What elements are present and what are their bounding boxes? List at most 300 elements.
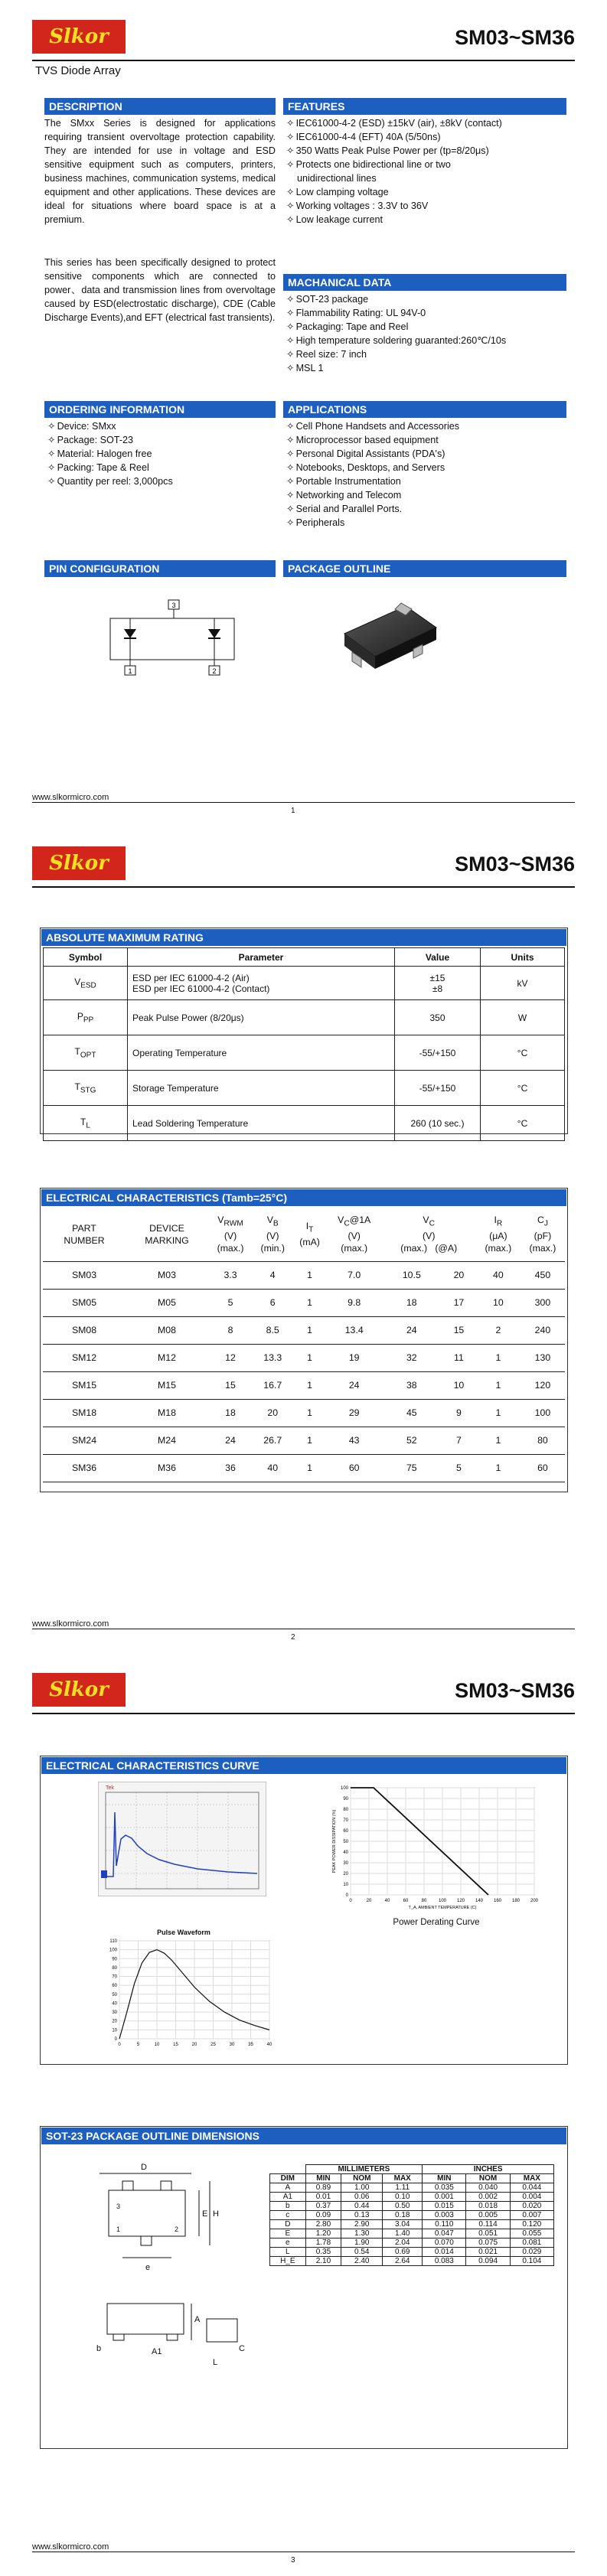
value-cell: ±15 ±8 [395, 967, 481, 1000]
symbol-cell: $T_L$ [44, 1106, 128, 1141]
list-item: ✧ Microprocessor based equipment [286, 435, 439, 445]
list-item: ✧ Quantity per reel: 3,000pcs [47, 476, 173, 487]
page-1 [0, 0, 607, 857]
symbol-cell: $T_{OPT}$ [44, 1035, 128, 1071]
svg-text:3: 3 [171, 602, 176, 609]
table-cell: 1 [292, 1427, 326, 1454]
unit-cell: W [481, 1000, 565, 1035]
table-cell: 0.051 [466, 2229, 510, 2239]
table-cell: 2.04 [383, 2239, 423, 2248]
footer-url: www.slkormicro.com [32, 1619, 109, 1629]
unit-cell: °C [481, 1071, 565, 1106]
x-tick-label: 30 [229, 2043, 235, 2047]
svg-text:A1: A1 [152, 2347, 162, 2356]
table-row [43, 1289, 565, 1316]
table-cell: 13.4 [327, 1316, 382, 1344]
table-cell: M24 [126, 1427, 208, 1454]
table-cell: 8.5 [253, 1316, 292, 1344]
sot23-drawing [77, 2158, 253, 2411]
y-tick-label: 100 [109, 1948, 117, 1953]
table-cell: M08 [126, 1316, 208, 1344]
description-p1: The SMxx Series is designed for applications requiring transient overvoltage protection capability. They are intended for use in voltage and ESD sensitive equipment such as computers, printers, business machines, communication systems, medical equipment and other applications. These devices are ideal for situations where board space is at a premium. [44, 118, 276, 225]
header-ir: $I_R$ (μA) (max.) [476, 1208, 521, 1261]
header-symbol: Symbol [44, 948, 128, 967]
table-row [270, 2183, 554, 2193]
table-row [44, 1106, 565, 1141]
unit-cell: kV [481, 967, 565, 1000]
model-title: SM03~SM36 [455, 26, 575, 49]
table-cell: M12 [126, 1344, 208, 1371]
table-row [270, 2220, 554, 2229]
header-part-number: PART NUMBER [43, 1208, 126, 1261]
table-cell: 38 [382, 1371, 442, 1399]
table-cell: 240 [521, 1316, 565, 1344]
footer-url: www.slkormicro.com [32, 2542, 109, 2552]
table-row [270, 2211, 554, 2220]
table-cell: 1.00 [341, 2183, 383, 2193]
table-cell: 60 [327, 1454, 382, 1482]
table-cell: 60 [521, 1454, 565, 1482]
section-package-outline: PACKAGE OUTLINE [283, 560, 566, 577]
svg-text:b: b [96, 2344, 102, 2353]
table-cell: 0.37 [305, 2202, 341, 2211]
table-cell: A [270, 2183, 306, 2193]
section-mechanical: MACHANICAL DATA [283, 274, 566, 291]
table-row [270, 2193, 554, 2202]
table-row [43, 1399, 565, 1427]
table-cell: 0.01 [305, 2193, 341, 2202]
table-cell: 5 [442, 1454, 476, 1482]
table-row [43, 1454, 565, 1482]
table-cell: 0.06 [341, 2193, 383, 2202]
table-cell: 1 [292, 1371, 326, 1399]
page-header [32, 20, 575, 57]
x-tick-label: 100 [438, 1899, 447, 1903]
list-item: ✧ Portable Instrumentation [286, 476, 401, 487]
parameter-cell: Operating Temperature [128, 1035, 395, 1071]
table-cell: 26.7 [253, 1427, 292, 1454]
y-tick-label: 30 [343, 1861, 348, 1866]
table-row [270, 2239, 554, 2248]
svg-text:C: C [239, 2344, 245, 2353]
section-ordering: ORDERING INFORMATION [44, 401, 276, 418]
list-item: ✧ 350 Watts Peak Pulse Power per (tp=8/20μs) [286, 145, 489, 156]
features-list [286, 116, 502, 227]
table-cell: 1.90 [341, 2239, 383, 2248]
page-number: 2 [291, 1633, 295, 1642]
table-cell: 1 [292, 1399, 326, 1427]
list-item: ✧ Peripherals [286, 517, 345, 528]
table-cell: 0.54 [341, 2248, 383, 2257]
svg-text:1: 1 [128, 667, 132, 675]
header-vc: $V_C$ (V) (max.) (@A) [382, 1208, 476, 1261]
package-image [321, 589, 459, 689]
value-cell: 260 (10 sec.) [395, 1106, 481, 1141]
table-cell: 20 [253, 1399, 292, 1427]
x-tick-label: 0 [349, 1899, 352, 1903]
y-tick-label: 80 [343, 1808, 348, 1812]
value-cell: -55/+150 [395, 1035, 481, 1071]
table-cell: 0.094 [466, 2257, 510, 2266]
table-cell: SM15 [43, 1371, 126, 1399]
header-rule [32, 886, 575, 888]
applications-list [286, 419, 459, 530]
table-cell: 16.7 [253, 1371, 292, 1399]
x-axis-label: T_A, AMBIENT TEMPERATURE (C) [408, 1906, 477, 1910]
unit-cell: °C [481, 1106, 565, 1141]
table-cell: 0.35 [305, 2248, 341, 2257]
svg-text:2: 2 [212, 667, 217, 675]
y-tick-label: 10 [112, 2028, 117, 2033]
dims-col-header: MIN [305, 2174, 341, 2183]
table-cell: 9.8 [327, 1289, 382, 1316]
symbol-cell: $V_{ESD}$ [44, 967, 128, 1000]
symbol-cell: $T_{STG}$ [44, 1071, 128, 1106]
y-tick-label: 90 [112, 1957, 117, 1962]
table-row [43, 1316, 565, 1344]
table-cell: 300 [521, 1289, 565, 1316]
table-cell: 32 [382, 1344, 442, 1371]
table-cell: 0.007 [510, 2211, 553, 2220]
y-tick-label: 40 [112, 2001, 117, 2007]
table-cell: E [270, 2229, 306, 2239]
description-p2: This series has been specifically designed to protect sensitive components which are connected to power、data and transmission lines from overvoltage caused by ESD(electrostatic discharge), CDE (Cable Discharge Events),and EFT (electrical fast transients). [44, 257, 276, 323]
table-cell: 12 [208, 1344, 253, 1371]
parameter-cell: Storage Temperature [128, 1071, 395, 1106]
dims-col-header: MAX [510, 2174, 553, 2183]
list-item: ✧ Personal Digital Assistants (PDA's) [286, 448, 445, 459]
table-cell: 9 [442, 1399, 476, 1427]
table-row [44, 1071, 565, 1106]
dims-col-header: DIM [270, 2174, 306, 2183]
list-item: ✧ Cell Phone Handsets and Accessories [286, 421, 460, 432]
table-cell: 40 [476, 1261, 521, 1289]
table-cell: 1.20 [305, 2229, 341, 2239]
table-cell: SM12 [43, 1344, 126, 1371]
table-cell: 0.13 [341, 2211, 383, 2220]
svg-text:e: e [145, 2263, 151, 2272]
y-tick-label: 60 [343, 1829, 348, 1834]
table-cell: 15 [208, 1371, 253, 1399]
table-cell: 0.081 [510, 2239, 553, 2248]
y-tick-label: 110 [109, 1939, 117, 1944]
y-tick-label: 20 [112, 2019, 117, 2024]
header-vrwm: $V_{RWM}$ (V) (max.) [208, 1208, 253, 1261]
table-cell: 3.04 [383, 2220, 423, 2229]
parameter-cell: Peak Pulse Power (8/20μs) [128, 1000, 395, 1035]
table-cell: 7 [442, 1427, 476, 1454]
y-tick-label: 50 [112, 1992, 117, 1997]
table-cell: c [270, 2211, 306, 2220]
ec-header-row [43, 1208, 565, 1261]
list-item: ✧ MSL 1 [286, 363, 324, 373]
header-it: $I_T$ (mA) [292, 1208, 326, 1261]
table-cell: A1 [270, 2193, 306, 2202]
table-cell: 450 [521, 1261, 565, 1289]
table-cell: 29 [327, 1399, 382, 1427]
table-row [270, 2257, 554, 2266]
dims-group-in: INCHES [423, 2165, 554, 2174]
esd-waveform-image [98, 1782, 266, 1896]
table-cell: 1.30 [341, 2229, 383, 2239]
pin-diagram [107, 598, 237, 683]
list-item: unidirectional lines [297, 173, 377, 184]
value-cell: 350 [395, 1000, 481, 1035]
y-tick-label: 60 [112, 1984, 117, 1989]
list-item: ✧ Flammability Rating: UL 94V-0 [286, 308, 426, 318]
list-item: ✧ Device: SMxx [47, 421, 116, 432]
x-tick-label: 20 [366, 1899, 372, 1903]
table-cell: 0.003 [423, 2211, 466, 2220]
svg-text:L: L [213, 2358, 218, 2367]
y-tick-label: 70 [112, 1974, 117, 1980]
table-cell: 45 [382, 1399, 442, 1427]
ec-table [43, 1208, 565, 1482]
y-tick-label: 100 [340, 1786, 348, 1791]
table-cell: M36 [126, 1454, 208, 1482]
x-tick-label: 120 [456, 1899, 465, 1903]
table-cell: 40 [253, 1454, 292, 1482]
table-cell: L [270, 2248, 306, 2257]
list-item: ✧ Protects one bidirectional line or two [286, 159, 451, 170]
table-row [43, 1344, 565, 1371]
x-tick-label: 40 [266, 2043, 272, 2047]
list-item: ✧ Notebooks, Desktops, and Servers [286, 462, 445, 473]
table-cell: 2.90 [341, 2220, 383, 2229]
header-vb: $V_B$ (V) (min.) [253, 1208, 292, 1261]
page-header [32, 846, 575, 883]
section-ec-curve: ELECTRICAL CHARACTERISTICS CURVE [41, 1757, 566, 1774]
list-item: ✧ IEC61000-4-2 (ESD) ±15kV (air), ±8kV (contact) [286, 118, 502, 129]
table-cell: 5 [208, 1289, 253, 1316]
x-tick-label: 80 [421, 1899, 427, 1903]
dims-col-header: MIN [423, 2174, 466, 2183]
table-cell: 24 [382, 1316, 442, 1344]
table-cell: 0.020 [510, 2202, 553, 2211]
table-cell: 2.64 [383, 2257, 423, 2266]
list-item: ✧ Working voltages : 3.3V to 36V [286, 201, 429, 211]
section-sot23: SOT-23 PACKAGE OUTLINE DIMENSIONS [41, 2128, 566, 2144]
table-cell: 0.083 [423, 2257, 466, 2266]
svg-text:3: 3 [116, 2203, 121, 2210]
value-cell: -55/+150 [395, 1071, 481, 1106]
table-cell: 0.18 [383, 2211, 423, 2220]
table-cell: 0.120 [510, 2220, 553, 2229]
list-item: ✧ Packing: Tape & Reel [47, 462, 149, 473]
page-header [32, 1673, 575, 1710]
list-item: ✧ Low clamping voltage [286, 187, 389, 197]
dims-col-header: MAX [383, 2174, 423, 2183]
dims-header-row [270, 2174, 554, 2183]
table-row [270, 2229, 554, 2239]
table-cell: 24 [208, 1427, 253, 1454]
dims-group-row [270, 2165, 554, 2174]
table-cell: 11 [442, 1344, 476, 1371]
table-cell: 1 [292, 1316, 326, 1344]
table-cell: 0.69 [383, 2248, 423, 2257]
table-cell: 1 [476, 1399, 521, 1427]
y-tick-label: 70 [343, 1818, 348, 1823]
page-number: 1 [291, 807, 295, 815]
svg-text:E: E [202, 2209, 208, 2219]
table-cell: 0.002 [466, 2193, 510, 2202]
page-2 [0, 827, 607, 1684]
table-row [43, 1427, 565, 1454]
table-cell: 1 [476, 1344, 521, 1371]
footer-url: www.slkormicro.com [32, 793, 109, 802]
section-amr: ABSOLUTE MAXIMUM RATING [41, 929, 566, 946]
svg-text:D: D [141, 2163, 147, 2172]
table-cell: 8 [208, 1316, 253, 1344]
dims-col-header: NOM [341, 2174, 383, 2183]
table-cell: 0.114 [466, 2220, 510, 2229]
table-cell: 0.021 [466, 2248, 510, 2257]
header-units: Units [481, 948, 565, 967]
y-axis-label: PEAK POWER DISSIPATION (%) [332, 1809, 337, 1873]
table-cell: 19 [327, 1344, 382, 1371]
svg-text:A: A [194, 2315, 201, 2324]
x-tick-label: 10 [154, 2043, 160, 2047]
table-cell: SM08 [43, 1316, 126, 1344]
x-tick-label: 180 [511, 1899, 521, 1903]
table-cell: H_E [270, 2257, 306, 2266]
dims-col-header: NOM [466, 2174, 510, 2183]
table-row [270, 2202, 554, 2211]
svg-text:Tek: Tek [106, 1785, 114, 1791]
list-item: ✧ Packaging: Tape and Reel [286, 321, 409, 332]
svg-text:2: 2 [175, 2225, 179, 2233]
list-item: ✧ IEC61000-4-4 (EFT) 40A (5/50ns) [286, 132, 441, 142]
page-number: 3 [291, 2556, 295, 2565]
table-row [270, 2248, 554, 2257]
table-cell: 0.014 [423, 2248, 466, 2257]
table-cell: 0.015 [423, 2202, 466, 2211]
table-cell: 2.40 [341, 2257, 383, 2266]
model-title: SM03~SM36 [455, 1679, 575, 1702]
table-cell: 10.5 [382, 1261, 442, 1289]
y-tick-label: 20 [343, 1872, 348, 1877]
table-row [44, 967, 565, 1000]
y-tick-label: 0 [114, 2037, 117, 2042]
table-cell: 52 [382, 1427, 442, 1454]
brand-logo: Slkor [32, 1673, 126, 1707]
table-cell: 0.040 [466, 2183, 510, 2193]
mechanical-list [286, 292, 506, 375]
y-tick-label: 50 [343, 1840, 348, 1844]
table-cell: 18 [208, 1399, 253, 1427]
dims-table [269, 2164, 554, 2266]
header-rule [32, 1713, 575, 1714]
x-tick-label: 35 [248, 2043, 253, 2047]
list-item: ✧ Package: SOT-23 [47, 435, 133, 445]
brand-logo: Slkor [32, 20, 126, 54]
table-row [44, 1035, 565, 1071]
x-tick-label: 0 [118, 2043, 121, 2047]
y-tick-label: 30 [112, 2010, 117, 2016]
table-cell: SM03 [43, 1261, 126, 1289]
derating-title: Power Derating Curve [393, 1918, 480, 1927]
table-cell: 0.89 [305, 2183, 341, 2193]
x-tick-label: 200 [530, 1899, 539, 1903]
table-cell: 17 [442, 1289, 476, 1316]
table-cell: 1.78 [305, 2239, 341, 2248]
table-cell: 0.001 [423, 2193, 466, 2202]
y-tick-label: 40 [343, 1850, 348, 1855]
table-cell: M18 [126, 1399, 208, 1427]
section-ec: ELECTRICAL CHARACTERISTICS (Tamb=25°C) [41, 1189, 566, 1206]
parameter-cell: ESD per IEC 61000-4-2 (Air) ESD per IEC 61000-4-2 (Contact) [128, 967, 395, 1000]
list-item: ✧ Serial and Parallel Ports. [286, 504, 403, 514]
table-cell: 20 [442, 1261, 476, 1289]
list-item: ✧ Reel size: 7 inch [286, 349, 367, 360]
table-row [44, 1000, 565, 1035]
section-description: DESCRIPTION [44, 98, 276, 115]
table-cell: 1.11 [383, 2183, 423, 2193]
table-cell: M15 [126, 1371, 208, 1399]
table-cell: 0.004 [510, 2193, 553, 2202]
model-title: SM03~SM36 [455, 853, 575, 876]
list-item: ✧ High temperature soldering guaranted:260℃/10s [286, 335, 507, 346]
table-cell: 0.44 [341, 2202, 383, 2211]
pulse-chart [100, 1938, 276, 2051]
table-cell: 0.044 [510, 2183, 553, 2193]
header-vc1a: $V_C@1A$ (V) (max.) [327, 1208, 382, 1261]
section-applications: APPLICATIONS [283, 401, 566, 418]
y-tick-label: 80 [112, 1965, 117, 1971]
table-cell: SM24 [43, 1427, 126, 1454]
x-tick-label: 15 [173, 2043, 178, 2047]
table-cell: SM36 [43, 1454, 126, 1482]
table-cell: 130 [521, 1344, 565, 1371]
header-device-marking: DEVICE MARKING [126, 1208, 208, 1261]
table-cell: 0.10 [383, 2193, 423, 2202]
list-item: ✧ Material: Halogen free [47, 448, 152, 459]
table-cell: 1 [292, 1261, 326, 1289]
y-tick-label: 0 [345, 1893, 348, 1898]
svg-text:H: H [213, 2209, 219, 2219]
table-cell: 2 [476, 1316, 521, 1344]
x-tick-label: 40 [384, 1899, 390, 1903]
table-cell: 18 [382, 1289, 442, 1316]
y-tick-label: 90 [343, 1797, 348, 1802]
table-cell: 2.10 [305, 2257, 341, 2266]
table-cell: 36 [208, 1454, 253, 1482]
table-cell: 10 [442, 1371, 476, 1399]
table-cell: SM05 [43, 1289, 126, 1316]
table-cell: 120 [521, 1371, 565, 1399]
table-cell: 0.029 [510, 2248, 553, 2257]
table-cell: 1 [292, 1454, 326, 1482]
table-cell: M03 [126, 1261, 208, 1289]
table-cell: 1 [292, 1289, 326, 1316]
x-tick-label: 5 [136, 2043, 140, 2047]
table-cell: 100 [521, 1399, 565, 1427]
table-cell: M05 [126, 1289, 208, 1316]
amr-table [43, 947, 565, 1141]
table-cell: 0.047 [423, 2229, 466, 2239]
list-item: ✧ SOT-23 package [286, 294, 369, 305]
table-cell: 0.035 [423, 2183, 466, 2193]
table-cell: 0.018 [466, 2202, 510, 2211]
header-cj: $C_J$ (pF) (max.) [521, 1208, 565, 1261]
table-cell: D [270, 2220, 306, 2229]
table-cell: 6 [253, 1289, 292, 1316]
list-item: ✧ Networking and Telecom [286, 490, 402, 501]
table-cell: 13.3 [253, 1344, 292, 1371]
table-cell: 0.50 [383, 2202, 423, 2211]
table-row [43, 1371, 565, 1399]
table-cell: 75 [382, 1454, 442, 1482]
